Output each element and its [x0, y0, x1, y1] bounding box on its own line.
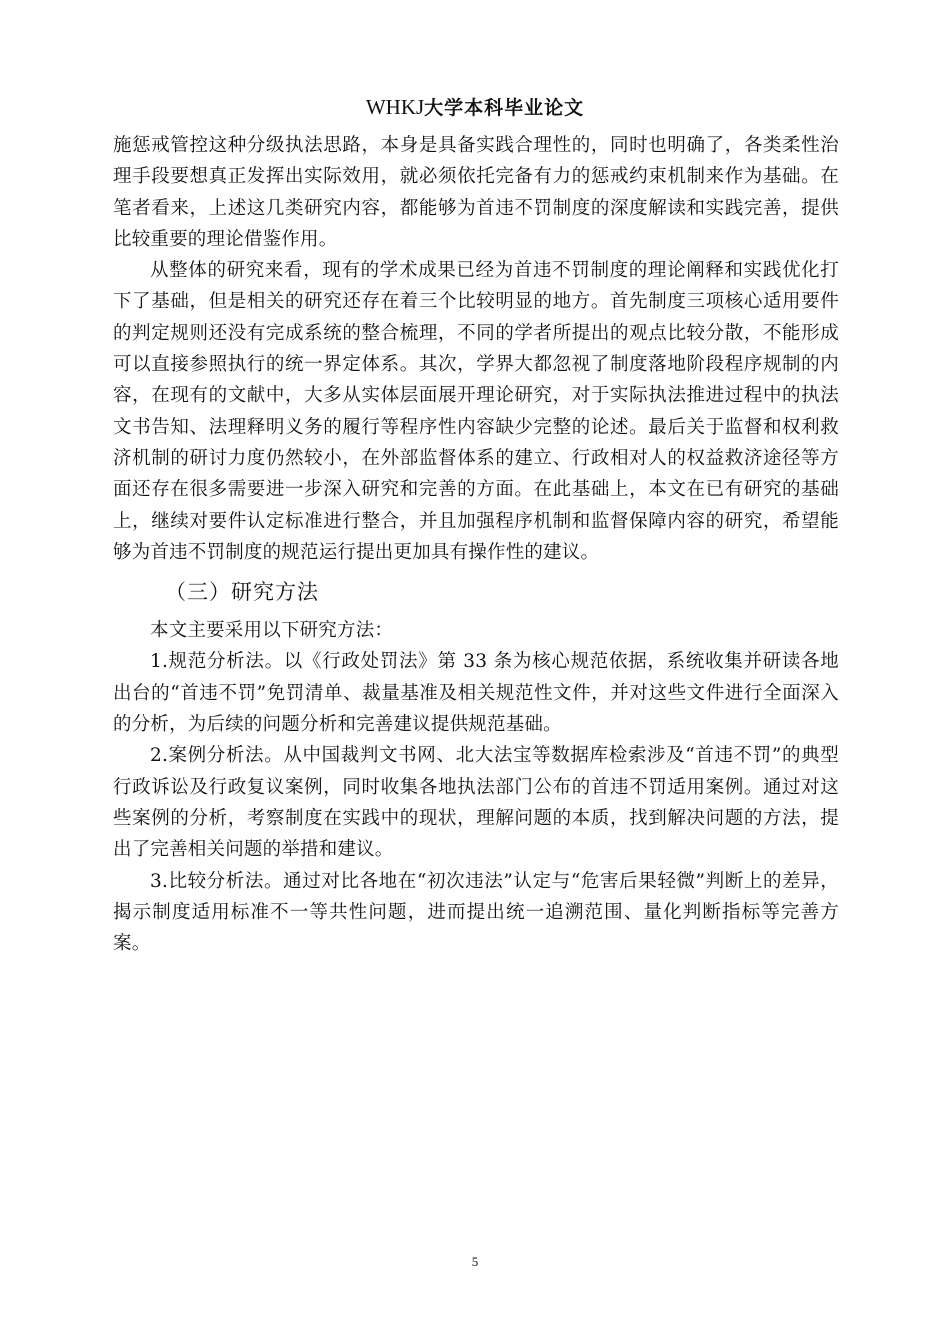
header-title: 大学本科毕业论文	[424, 97, 585, 119]
page-header	[0, 92, 950, 123]
section-heading-research-methods: （三）研究方法	[165, 580, 319, 605]
header-school-code: WHKJ	[365, 95, 425, 119]
page-number: 5	[471, 1254, 479, 1269]
paragraph-method-comparative: 3.比较分析法。通过对比各地在“初次违法”认定与“危害后果轻微”判断上的差异，揭示制度适用标准不一等共性问题，进而提出统一追溯范围、量化判断指标等完善方案。	[113, 870, 839, 955]
paragraph-continuation: 施惩戒管控这种分级执法思路，本身是具备实践合理性的，同时也明确了，各类柔性治理手段要想真正发挥出实际效用，就必须依托完备有力的惩戒约束机制来作为基础。在笔者看来，上述这几类研究内容，都能够为首违不罚制度的深度解读和实践完善，提供比较重要的理论借鉴作用。	[113, 135, 839, 250]
paragraph-research-review: 从整体的研究来看，现有的学术成果已经为首违不罚制度的理论阐释和实践优化打下了基础，但是相关的研究还存在着三个比较明显的地方。首先制度三项核心适用要件的判定规则还没有完成系统的整合梳理，不同的学者所提出的观点比较分散，不能形成可以直接参照执行的统一界定体系。其次，学界大都忽视了制度落地阶段程序规制的内容，在现有的文献中，大多从实体层面展开理论研究，对于实际执法推进过程中的执法文书告知、法理释明义务的履行等程序性内容缺少完整的论述。最后关于监督和权利救济机制的研讨力度仍然较小，在外部监督体系的建立、行政相对人的权益救济途径等方面还存在很多需要进一步深入研究和完善的方面。在此基础上，本文在已有研究的基础上，继续对要件认定标准进行整合，并且加强程序机制和监督保障内容的研究，希望能够为首违不罚制度的规范运行提出更加具有操作性的建议。	[113, 260, 839, 563]
paragraph-method-case: 2.案例分析法。从中国裁判文书网、北大法宝等数据库检索涉及“首违不罚”的典型行政诉讼及行政复议案例，同时收集各地执法部门公布的首违不罚适用案例。通过对这些案例的分析，考察制度在实践中的现状，理解问题的本质，找到解决问题的方法，提出了完善相关问题的举措和建议。	[113, 745, 839, 861]
document-body	[113, 130, 839, 959]
paragraph-methods-intro: 本文主要采用以下研究方法：	[150, 620, 394, 642]
paragraph-method-normative: 1.规范分析法。以《行政处罚法》第 33 条为核心规范依据，系统收集并研读各地出台的“首违不罚”免罚清单、裁量基准及相关规范性文件，并对这些文件进行全面深入的分析，为后续的问题分析和完善建议提供规范基础。	[113, 651, 839, 736]
